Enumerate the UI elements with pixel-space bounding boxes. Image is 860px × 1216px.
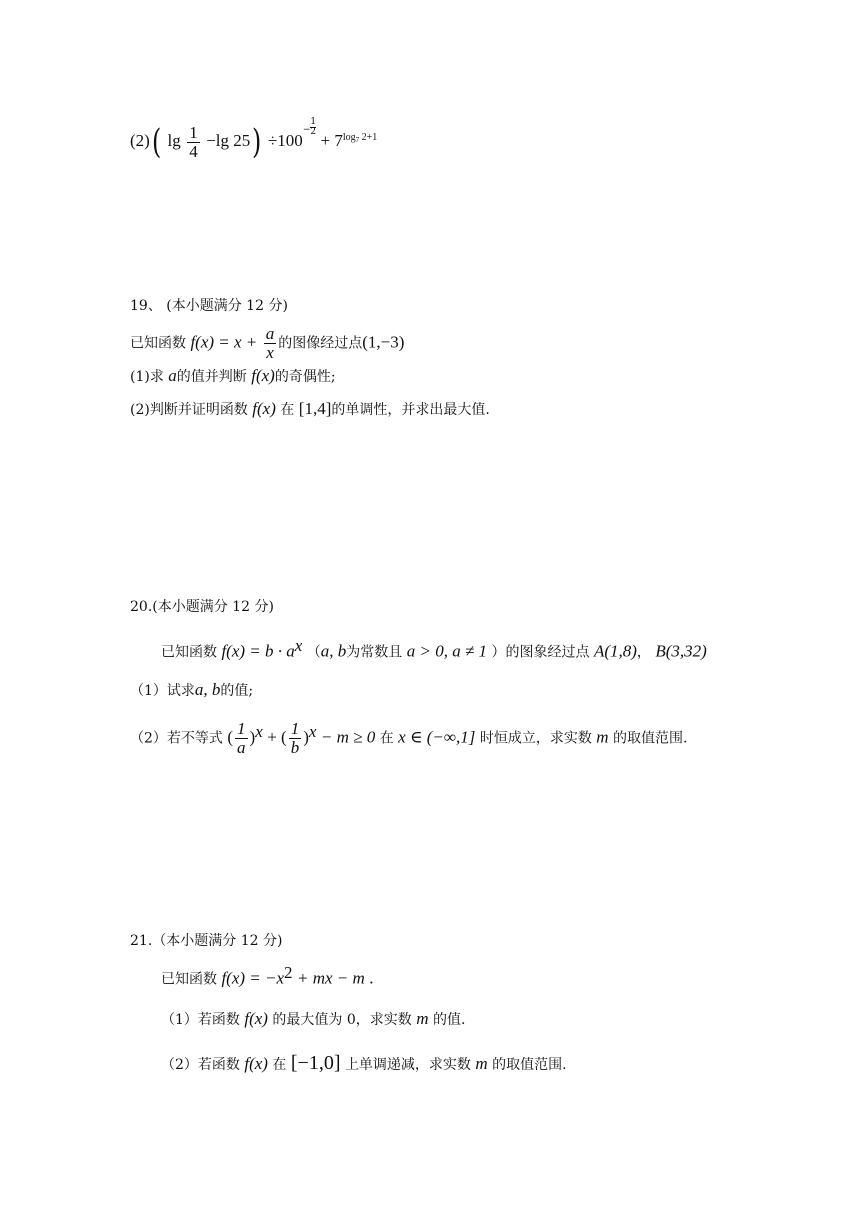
q18-plus7: + 7 (320, 131, 343, 150)
q21-part2: （2）若函数 f(x) 在 [−1,0] 上单调递减，求实数 m 的取值范围. (161, 1052, 567, 1074)
q19-header: 19、 (本小题满分 12 分) (130, 298, 288, 314)
q19-fraction: $\frac{a}{x}$ (265, 324, 275, 362)
q18-div100: ÷100 (267, 131, 303, 150)
left-paren: ( (151, 122, 162, 162)
q20-part1: （1）试求a, b的值; (130, 680, 254, 699)
q18-part2-label: (2) (130, 131, 150, 150)
q21-intro: 已知函数 $f(x) = -x^2$ + mx − m . (161, 963, 374, 988)
q21-part1: （1）若函数 f(x) 的最大值为 0，求实数 m 的值. (161, 1009, 466, 1028)
q20-frac1: $\frac{1}{a}$ (237, 719, 246, 757)
right-paren: ) (252, 122, 262, 162)
q18-fraction: $\frac{1}{4}$ (189, 122, 198, 161)
q18-log-exponent: log7 2+1 (342, 132, 378, 145)
q18-exponent-frac: $\frac{1}{2}$ (310, 117, 317, 137)
q20-intro: 已知函数 $f(x) = b \cdot a^x$ （a, b为常数且 a > 0, a ≠ 1 ）的图象经过点 A(1,8)， B(3,32) (161, 636, 707, 661)
q19-intro: 已知函数 f(x) = x + $\frac{a}{x}$ 的图像经过点(1,−3) (130, 324, 405, 362)
q21-header: 21.（本小题满分 12 分) (130, 933, 283, 949)
q19-point: (1,−3) (362, 332, 405, 352)
q19-part1: (1)求 a的值并判断 f(x)的奇偶性; (130, 366, 336, 385)
q18-exponent: − (302, 125, 311, 135)
q20-header: 20.(本小题满分 12 分) (130, 599, 274, 615)
lg-text: lg (167, 131, 181, 150)
q20-part2: （2）若不等式 ( $\frac{1}{a}$ )$^x$ + ( $\frac{1}{b}$ )$^x$ − m ≥ 0 在 x ∈ (−∞,1] 时恒成立，求实数 m 的取值范围. (130, 719, 688, 757)
q19-fx: f(x) = x + (190, 332, 258, 352)
q18-part2-expression (130, 118, 377, 164)
q19-part2: (2)判断并证明函数 f(x) 在 [1,4]的单调性，并求出最大值. (130, 399, 490, 418)
q18-minus-lg25: −lg 25 (206, 131, 251, 150)
q20-frac2: $\frac{1}{b}$ (290, 719, 300, 757)
